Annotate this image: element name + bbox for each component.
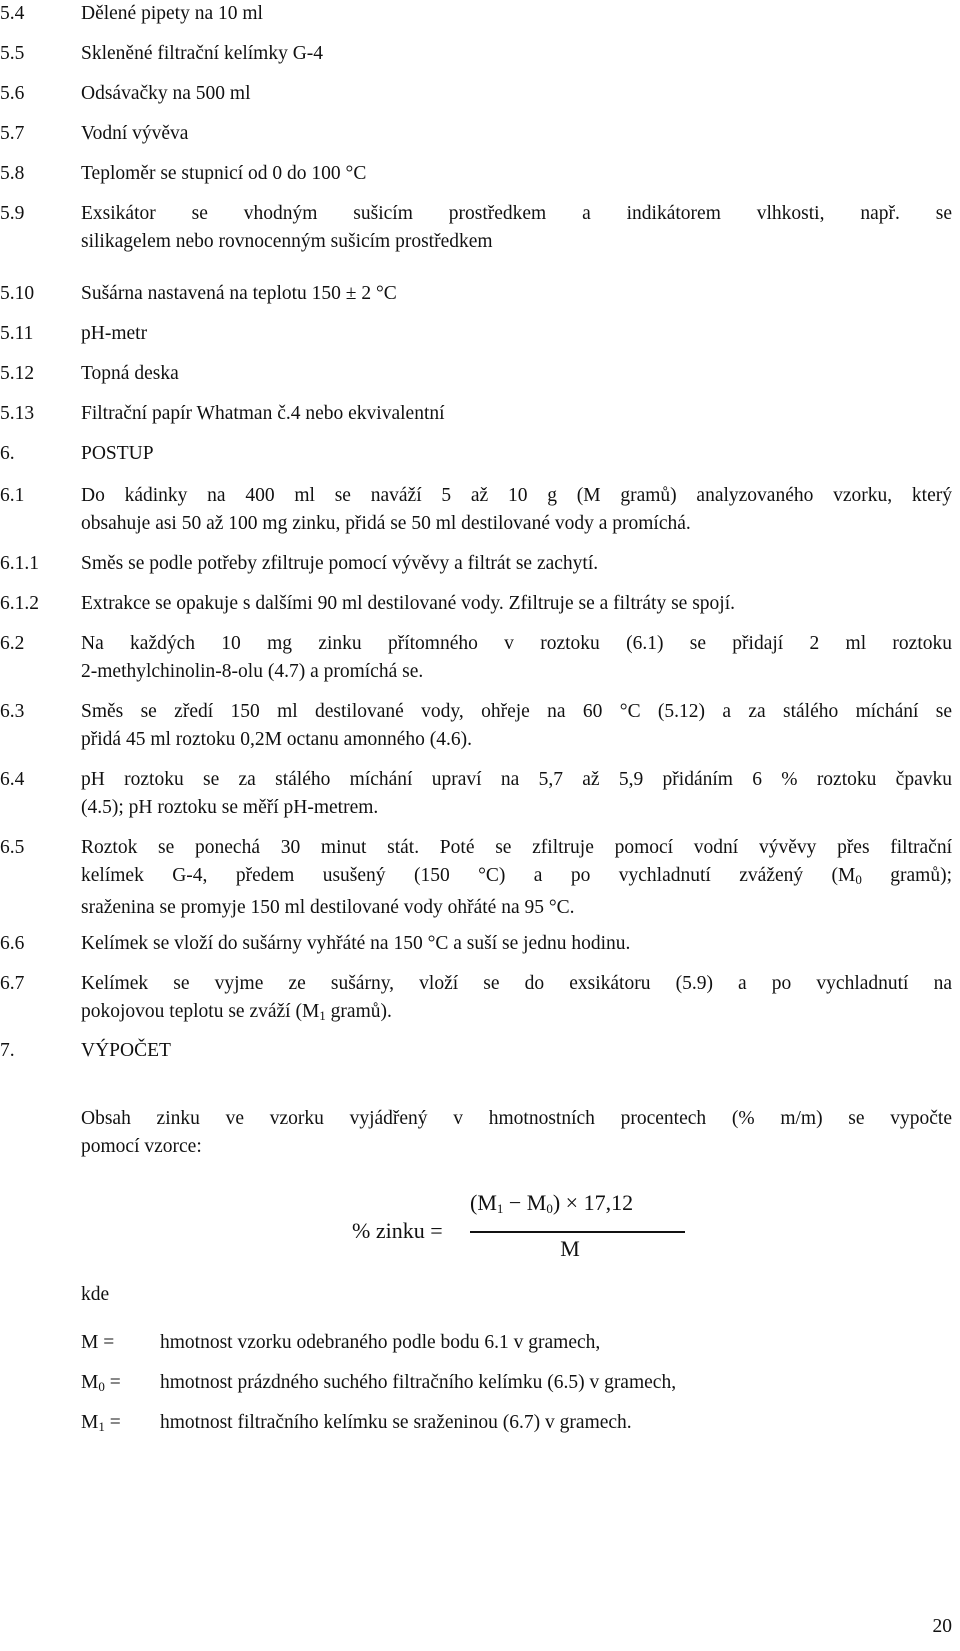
section-number: 6. [0,443,15,464]
item-number: 5.9 [0,203,25,224]
symbol-eq: = [104,1412,121,1433]
item-number: 5.12 [0,363,35,384]
calc-intro [81,1105,952,1161]
step-number: 6.2 [0,633,25,654]
step-text [81,630,952,686]
step-number: 6.1 [0,485,25,506]
item-text: Filtrační papír Whatman č.4 nebo ekvivalentní [81,403,445,424]
subscript: 1 [496,1201,504,1216]
section-title: POSTUP [81,443,154,464]
item-number: 5.10 [0,283,35,304]
item-number: 5.13 [0,403,35,424]
formula-lhs: % zinku = [352,1218,443,1243]
text-line: obsahuje asi 50 až 100 mg zinku, přidá se 50 ml destilované vody a promíchá. [81,513,691,534]
text-segment: pokojovou teplotu se zváží (M [81,1001,320,1022]
step-text: Směs se podle potřeby zfiltruje pomocí vývěvy a filtrát se zachytí. [81,553,599,574]
formula-denominator: M [560,1236,580,1261]
symbol-base: M [81,1372,99,1393]
formula-part: − M [503,1190,547,1215]
formula-part: ) × 17,12 [552,1190,634,1215]
formula-part: (M [470,1190,497,1215]
item-number: 5.4 [0,3,25,24]
item-number: 5.11 [0,323,34,344]
item-number: 5.5 [0,43,25,64]
text-line: Obsah zinku ve vzorku vyjádřený v hmotnostních procentech (% m/m) se vypočte [81,1108,952,1129]
item-text: Sušárna nastavená na teplotu 150 ± 2 °C [81,283,397,304]
item-text [81,200,952,256]
text-line: přidá 45 ml roztoku 0,2M octanu amonného (4.6). [81,729,472,750]
step-text [81,482,952,538]
definition-text: hmotnost vzorku odebraného podle bodu 6.1 v gramech, [160,1332,601,1353]
item-text: Vodní vývěva [81,123,189,144]
item-text: Odsávačky na 500 ml [81,83,251,104]
text-line: Směs se zředí 150 ml destilované vody, ohřeje na 60 °C (5.12) a za stálého míchání se [81,701,952,722]
item-number: 5.6 [0,83,25,104]
subscript: 1 [98,1419,105,1434]
text-segment: gramů); [861,865,952,886]
step-text [81,766,952,822]
text-line: sraženina se promyje 150 ml destilované vody ohřáté na 95 °C. [81,897,575,918]
text-segment: gramů). [325,1001,392,1022]
step-number: 6.1.2 [0,593,39,614]
section-number: 7. [0,1040,15,1061]
page-number: 20 [932,1616,952,1637]
definition-symbol [81,1409,121,1441]
where-label: kde [81,1284,110,1305]
item-text: pH-metr [81,323,148,344]
step-number: 6.3 [0,701,25,722]
subscript: 0 [98,1379,105,1394]
formula-numerator [470,1190,685,1217]
item-number: 5.7 [0,123,25,144]
subscript: 1 [319,1008,326,1023]
text-line: (4.5); pH roztoku se měří pH-metrem. [81,797,379,818]
step-number: 6.5 [0,837,25,858]
step-number: 6.1.1 [0,553,39,574]
step-number: 6.6 [0,933,25,954]
step-text: Extrakce se opakuje s dalšími 90 ml destilované vody. Zfiltruje se a filtráty se spojí. [81,593,735,614]
definition-symbol: M = [81,1332,115,1353]
text-line: Exsikátor se vhodným sušicím prostředkem a indikátorem vlhkosti, např. se [81,203,952,224]
step-text: Kelímek se vloží do sušárny vyhřáté na 150 °C a suší se jednu hodinu. [81,933,631,954]
step-text [81,834,952,922]
formula [352,1190,692,1268]
item-text: Dělené pipety na 10 ml [81,3,263,24]
text-line: pomocí vzorce: [81,1136,202,1157]
definition-text: hmotnost prázdného suchého filtračního kelímku (6.5) v gramech, [160,1372,677,1393]
subscript: 0 [855,872,862,887]
item-text: Topná deska [81,363,179,384]
definition-symbol [81,1369,121,1401]
text-line: Roztok se ponechá 30 minut stát. Poté se zfiltruje pomocí vodní vývěvy přes filtrační [81,837,952,858]
subscript: 0 [546,1201,553,1216]
step-text [81,698,952,754]
item-number: 5.8 [0,163,25,184]
text-line [81,998,952,1030]
item-text: Skleněné filtrační kelímky G-4 [81,43,324,64]
text-line [81,862,952,894]
text-line: silikagelem nebo rovnocenným sušicím prostředkem [81,231,493,252]
item-text: Teploměr se stupnicí od 0 do 100 °C [81,163,367,184]
step-number: 6.4 [0,769,25,790]
text-line: 2-methylchinolin-8-olu (4.7) a promíchá se. [81,661,424,682]
text-segment: kelímek G-4, předem usušený (150 °C) a po vychladnutí zvážený (M [81,865,856,886]
fraction-bar [470,1231,685,1233]
definition-text: hmotnost filtračního kelímku se sraženinou (6.7) v gramech. [160,1412,632,1433]
step-text [81,970,952,1030]
text-line: pH roztoku se za stálého míchání upraví na 5,7 až 5,9 přidáním 6 % roztoku čpavku [81,769,952,790]
text-line: Do kádinky na 400 ml se naváží 5 až 10 g (M gramů) analyzovaného vzorku, který [81,485,952,506]
step-number: 6.7 [0,973,25,994]
text-line: Kelímek se vyjme ze sušárny, vloží se do exsikátoru (5.9) a po vychladnutí na [81,973,952,994]
symbol-eq: = [104,1372,121,1393]
text-line: Na každých 10 mg zinku přítomného v roztoku (6.1) se přidají 2 ml roztoku [81,633,952,654]
section-title: VÝPOČET [81,1040,171,1061]
symbol-base: M [81,1412,99,1433]
